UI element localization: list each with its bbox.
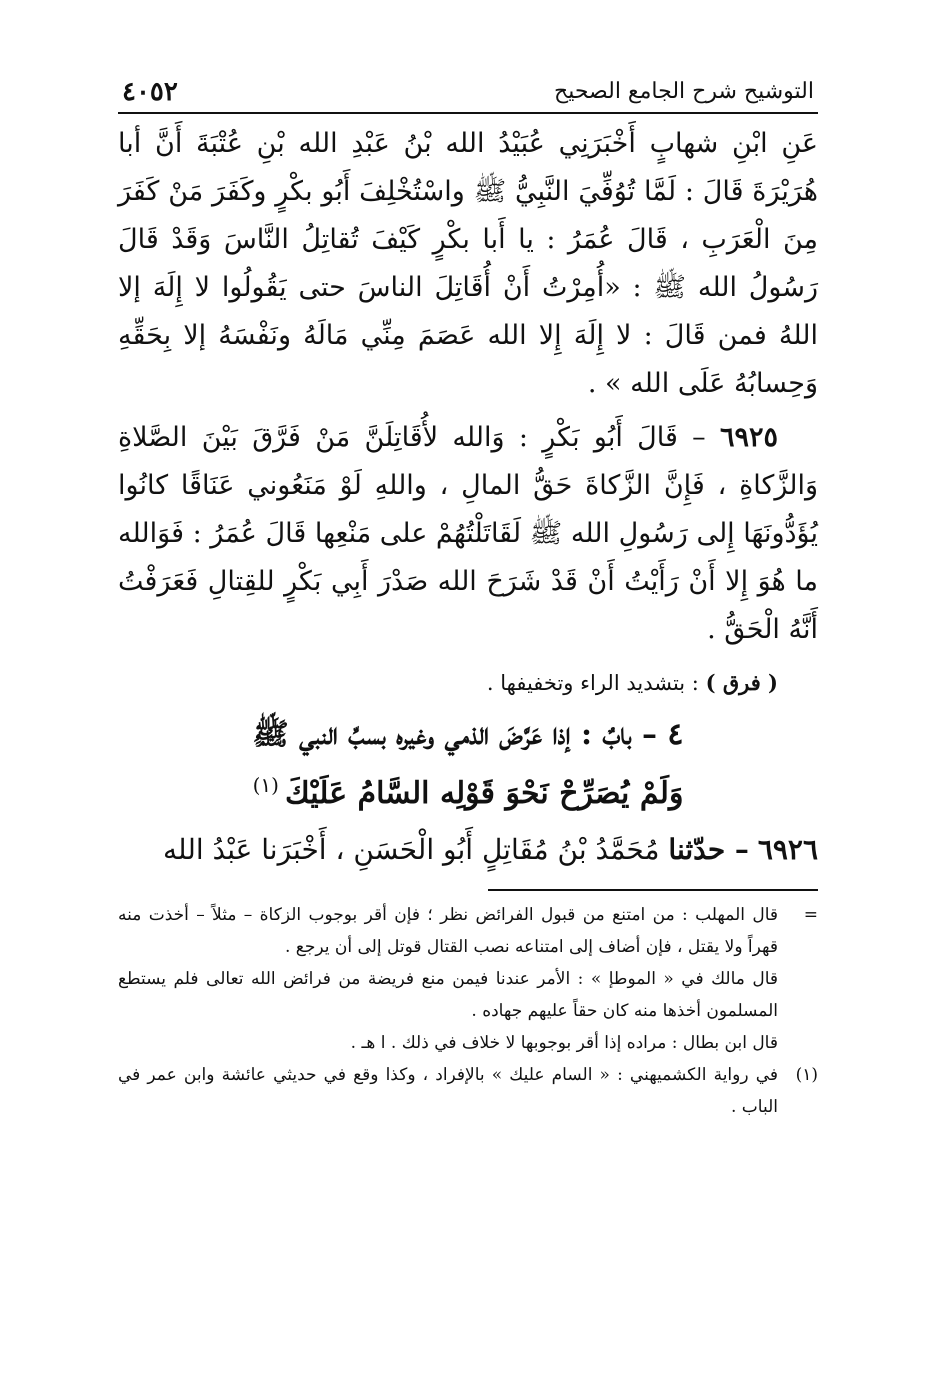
- footnote-continuation: [118, 1027, 818, 1059]
- chapter-heading-line-2-text: وَلَمْ يُصَرِّحْ نَحْوَ قَوْلِه السَّامُ عَلَيْكَ: [284, 776, 684, 811]
- book-title: التوشيح شرح الجامع الصحيح: [554, 79, 814, 104]
- footnote-reference: (١): [252, 773, 279, 797]
- footnote-text: في رواية الكشميهني : « السام عليك » بالإفراد ، وكذا وقع في حديثي عائشة وابن عمر في الباب .: [118, 1065, 778, 1117]
- footnote-continuation: [118, 899, 818, 963]
- paragraph-hadith-text: عَنِ ابْنِ شهابٍ أَخْبَرَنِي عُبَيْدُ الله بْنُ عَبْدِ الله بْنِ عُتْبَةَ أَنَّ أبا هُرَيْرَةَ قَالَ : لَمَّا تُوُفِّيَ النَّبِيُّ ﷺ واسْتُخْلِفَ أَبُو بكْرٍ وكَفَرَ مَنْ كَفَرَ مِنَ الْعَرَبِ ، قَالَ عُمَرُ : يا أَبا بكْرٍ كَيْفَ تُقاتِلُ النَّاسَ وَقَدْ قَالَ رَسُولُ الله ﷺ : «أُمِرْتُ أَنْ أُقَاتِلَ الناسَ حتى يَقُولُوا لا إِلَهَ إلا اللهُ فمن قَالَ : لا إِلَهَ إِلا الله عَصَمَ مِنِّي مَالَهُ ونَفْسَهُ إلا بِحَقِّهِ وَحِسابُهُ عَلَى الله » .: [118, 128, 818, 399]
- footnote-text: قال المهلب : من امتنع من قبول الفرائض نظر ؛ فإن أقر بوجوب الزكاة – مثلاً – أخذت منه قهراً ولا يقتل ، فإن أضاف إلى امتناعه نصب القتال قوتل إلى أن يرجع .: [118, 905, 778, 957]
- hadith-text: مُحَمَّدُ بْنُ مُقَاتِلٍ أَبُو الْحَسَنِ ، أَخْبَرَنا عَبْدُ الله: [163, 833, 660, 866]
- gloss-note: [118, 664, 818, 702]
- hadith-lead: – حدّثنا: [668, 833, 749, 866]
- footnote-1: [118, 1059, 818, 1123]
- chapter-heading-line-2: [118, 760, 818, 819]
- gloss-term: ( فرق ): [705, 670, 778, 695]
- paragraph-hadith-6925: [118, 414, 818, 654]
- page-number: ٤٠٥٢: [122, 77, 178, 107]
- footnotes: [118, 899, 818, 1123]
- footnote-continuation: [118, 963, 818, 1027]
- footnote-text: قال مالك في « الموطإ » : الأمر عندنا فيمن منع فريضة من فرائض الله تعالى فلم يستطع المسلمون أخذها منه كان حقاً عليهم جهاده .: [118, 969, 778, 1021]
- footnote-divider: [488, 889, 818, 891]
- footnote-mark-spacer: [778, 1027, 818, 1059]
- chapter-heading-line-1: ٤ – بابٌ : إذا عَرَّضَ الذمي وغيره بسبِّ النبي ﷺ: [252, 717, 684, 752]
- footnote-mark: =: [803, 905, 818, 925]
- hadith-number: ٦٩٢٦: [757, 833, 818, 866]
- footnote-mark: (١): [795, 1065, 818, 1085]
- hadith-text: – قَالَ أَبُو بَكْرٍ : وَالله لأُقَاتِلَنَّ مَنْ فَرَّقَ بَيْنَ الصَّلاةِ وَالزَّكاةِ ، فَإِنَّ الزَّكاةَ حَقُّ المالِ ، واللهِ لَوْ مَنَعُوني عَنَاقًا كانُوا يُؤَدُّونَهَا إِلى رَسُولِ الله ﷺ لَقَاتَلْتُهُمْ على مَنْعِها قَالَ عُمَرُ : فَوَالله ما هُوَ إِلا أَنْ رَأَيْتُ أَنْ قَدْ شَرَحَ الله صَدْرَ أَبِي بَكْرٍ للقِتالِ فَعَرَفْتُ أَنَّهُ الْحَقُّ .: [118, 422, 818, 645]
- footnote-mark-spacer: [778, 963, 818, 1027]
- hadith-number: ٦٩٢٥: [719, 422, 778, 453]
- book-page: [118, 70, 818, 1123]
- paragraph-hadith-6926: [118, 825, 818, 875]
- chapter-heading: [118, 710, 818, 819]
- running-header: [118, 70, 818, 114]
- gloss-text: : بتشديد الراء وتخفيفها .: [486, 671, 699, 695]
- footnote-text: قال ابن بطال : مراده إذا أقر بوجوبها لا خلاف في ذلك . ا هـ .: [350, 1033, 778, 1053]
